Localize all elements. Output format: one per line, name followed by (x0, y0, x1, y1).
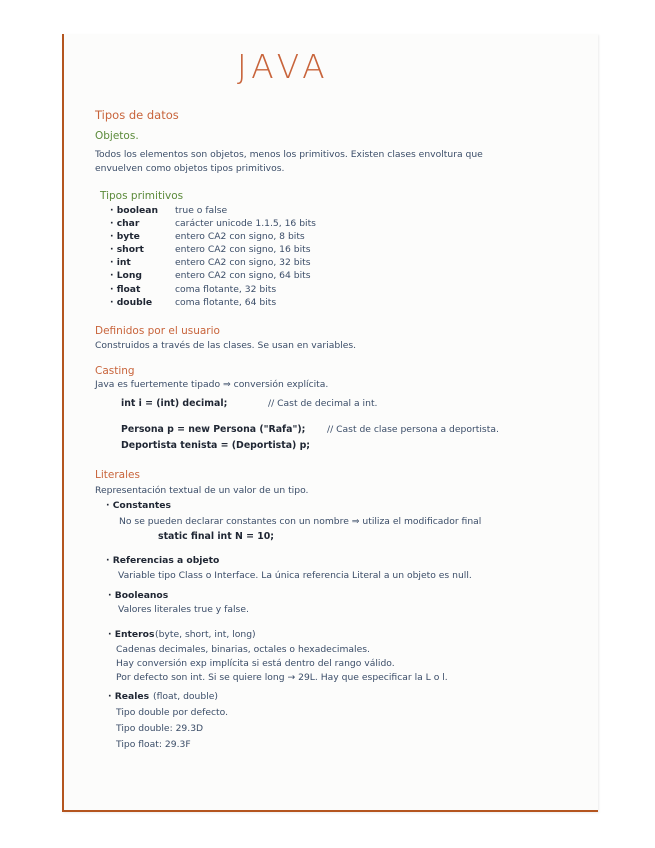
casting-line: Java es fuertemente tipado ⇒ conversión explícita. (95, 379, 329, 390)
primitive-desc: entero CA2 con signo, 32 bits (175, 257, 311, 268)
referencias-heading: · Referencias a objeto (106, 555, 220, 566)
casting-heading: Casting (95, 365, 135, 377)
primitive-type: · boolean (110, 205, 159, 216)
primitive-desc: entero CA2 con signo, 16 bits (175, 244, 311, 255)
primitive-desc: coma flotante, 64 bits (175, 297, 277, 308)
primitive-type: · float (110, 284, 141, 295)
casting-code-3: Deportista tenista = (Deportista) p; (121, 440, 311, 451)
reales-line-2: Tipo double: 29.3D (116, 723, 204, 734)
constantes-heading: · Constantes (106, 500, 171, 511)
primitive-desc: true o false (175, 205, 228, 216)
page-title: JAVA (237, 47, 330, 86)
enteros-heading: · Enteros (108, 629, 155, 640)
booleanos-heading: · Booleanos (108, 590, 169, 601)
casting-code-2: Persona p = new Persona ("Rafa"); (121, 424, 306, 435)
constantes-line: No se pueden declarar constantes con un nombre ⇒ utiliza el modificador final (119, 516, 482, 527)
reales-line-3: Tipo float: 29.3F (116, 739, 191, 750)
primitive-type: · char (110, 218, 140, 229)
casting-code-1: int i = (int) decimal; (121, 398, 228, 409)
objetos-line-2: envuelven como objetos tipos primitivos. (95, 163, 285, 174)
primitive-type: · int (110, 257, 131, 268)
casting-comment-2: // Cast de clase persona a deportista. (327, 424, 499, 435)
enteros-heading-extra: (byte, short, int, long) (155, 629, 256, 640)
primitive-desc: coma flotante, 32 bits (175, 284, 277, 295)
objetos-line-1: Todos los elementos son objetos, menos los primitivos. Existen clases envoltura que (95, 149, 483, 160)
primitive-type: · short (110, 244, 144, 255)
objetos-heading: Objetos. (95, 130, 139, 142)
literales-line: Representación textual de un valor de un tipo. (95, 485, 309, 496)
casting-comment-1: // Cast de decimal a int. (268, 398, 378, 409)
enteros-line-1: Cadenas decimales, binarias, octales o hexadecimales. (116, 644, 370, 655)
primitive-type: · double (110, 297, 153, 308)
reales-heading: · Reales (108, 691, 150, 702)
primitive-desc: entero CA2 con signo, 64 bits (175, 270, 311, 281)
constantes-code: static final int N = 10; (158, 531, 274, 542)
referencias-line: Variable tipo Class o Interface. La única referencia Literal a un objeto es null. (118, 570, 472, 581)
definidos-heading: Definidos por el usuario (95, 325, 220, 337)
enteros-line-2: Hay conversión exp implícita si está dentro del rango válido. (116, 658, 395, 669)
primitive-type: · byte (110, 231, 140, 242)
reales-heading-extra: (float, double) (153, 691, 218, 702)
primitive-desc: entero CA2 con signo, 8 bits (175, 231, 305, 242)
primitive-type: · Long (110, 270, 142, 281)
booleanos-line: Valores literales true y false. (118, 604, 249, 615)
section-tipos-de-datos: Tipos de datos (95, 108, 179, 122)
literales-heading: Literales (95, 469, 140, 481)
enteros-line-3: Por defecto son int. Si se quiere long → 29L. Hay que especificar la L o l. (116, 672, 448, 683)
definidos-line: Construidos a través de las clases. Se usan en variables. (95, 340, 357, 351)
reales-line-1: Tipo double por defecto. (116, 707, 229, 718)
primitive-desc: carácter unicode 1.1.5, 16 bits (175, 218, 316, 229)
primitivos-heading: Tipos primitivos (100, 190, 184, 202)
